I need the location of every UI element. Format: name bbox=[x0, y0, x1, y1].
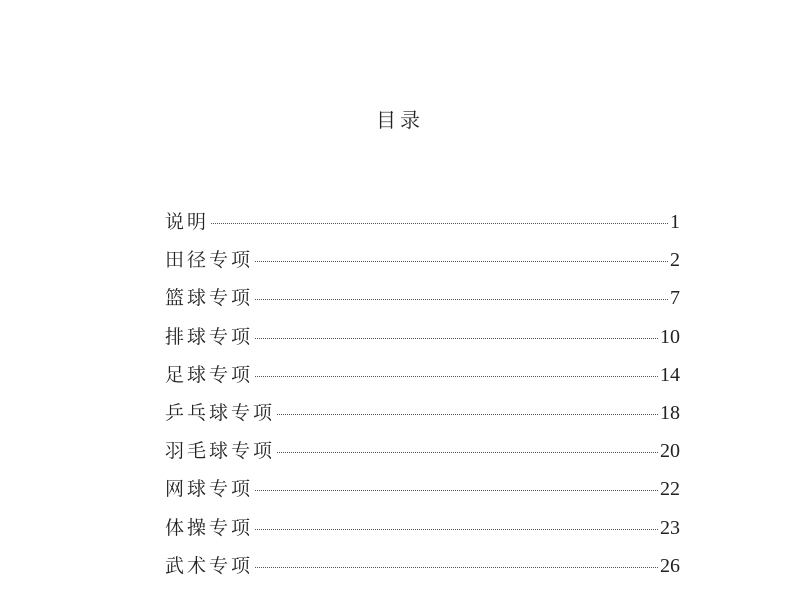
toc-entry[interactable] bbox=[165, 470, 680, 508]
toc-entry-label: 乒乓球专项 bbox=[165, 401, 276, 424]
toc-entry[interactable] bbox=[165, 509, 680, 547]
toc-dot-leader bbox=[277, 414, 658, 415]
toc-entry-label: 排球专项 bbox=[165, 325, 254, 348]
toc-entry-page: 20 bbox=[660, 440, 680, 463]
toc-entry-page: 18 bbox=[660, 401, 680, 424]
toc-entry[interactable] bbox=[165, 279, 680, 317]
toc-dot-leader bbox=[277, 452, 658, 453]
toc-entry-page: 14 bbox=[660, 363, 680, 386]
toc-entry-label: 篮球专项 bbox=[165, 287, 254, 310]
toc-entry-page: 7 bbox=[670, 287, 680, 310]
toc-entry-label: 网球专项 bbox=[165, 478, 254, 501]
toc-entry-page: 1 bbox=[670, 211, 680, 233]
toc-dot-leader bbox=[255, 567, 658, 568]
toc-entry-label: 足球专项 bbox=[165, 363, 254, 386]
toc-entry-page: 10 bbox=[660, 325, 680, 348]
toc-dot-leader bbox=[255, 529, 658, 530]
toc-entry[interactable] bbox=[165, 547, 680, 585]
toc-entry-page: 22 bbox=[660, 478, 680, 501]
toc-entry[interactable] bbox=[165, 356, 680, 394]
toc-dot-leader bbox=[211, 223, 668, 224]
toc-entry[interactable] bbox=[165, 432, 680, 470]
toc-entry-label: 田径专项 bbox=[165, 249, 254, 272]
toc-list bbox=[165, 203, 680, 585]
toc-dot-leader bbox=[255, 261, 668, 262]
toc-dot-leader bbox=[255, 490, 658, 491]
toc-dot-leader bbox=[255, 299, 668, 300]
toc-dot-leader bbox=[255, 338, 658, 339]
toc-dot-leader bbox=[255, 376, 658, 377]
toc-entry-label: 武术专项 bbox=[165, 554, 254, 577]
toc-entry-label: 体操专项 bbox=[165, 516, 254, 539]
toc-entry[interactable] bbox=[165, 241, 680, 279]
toc-entry[interactable] bbox=[165, 318, 680, 356]
toc-entry-page: 26 bbox=[660, 554, 680, 577]
toc-entry-page: 23 bbox=[660, 516, 680, 539]
toc-entry-page: 2 bbox=[670, 249, 680, 272]
toc-title: 目录 bbox=[376, 108, 424, 132]
toc-entry-label: 羽毛球专项 bbox=[165, 440, 276, 463]
toc-entry[interactable] bbox=[165, 203, 680, 241]
toc-entry[interactable] bbox=[165, 394, 680, 432]
toc-entry-label: 说明 bbox=[165, 211, 210, 233]
